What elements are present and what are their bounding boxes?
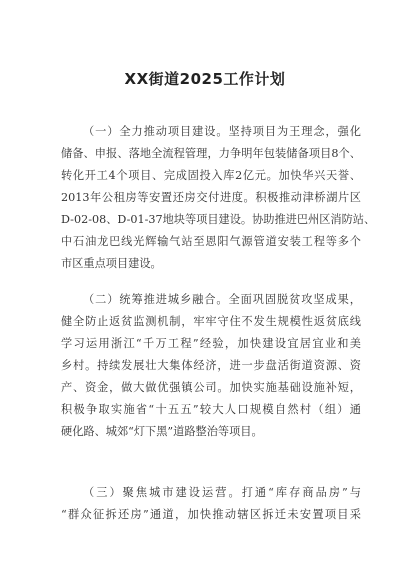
paragraph-line: 乡村。持续发展壮大集体经济，进一步盘活街道资源、资 bbox=[61, 359, 361, 372]
paragraph-line: “群众征拆还房”通道，加快推动辖区拆迁未安置项目采 bbox=[61, 508, 361, 521]
paragraph-line: （一）全力推动项目建设。坚持项目为王理念，强化 bbox=[83, 125, 361, 138]
paragraph-line: （三）聚焦城市建设运营。打通“库存商品房”与 bbox=[83, 486, 361, 499]
paragraph-line: 积极争取实施省“十五五”较大人口规模自然村（组）通 bbox=[61, 403, 361, 416]
document-title: XX街道2025工作计划 bbox=[124, 70, 286, 88]
paragraph-line: 中石油龙巴线光辉输气站至恩阳气源管道安装工程等多个 bbox=[61, 235, 361, 248]
paragraph-line: D-02-08、D-01-37地块等项目建设。协助推进巴州区消防站、 bbox=[61, 213, 376, 226]
paragraph-project-construction bbox=[61, 121, 376, 275]
paragraph-line: （二）统筹推进城乡融合。全面巩固脱贫攻坚成果， bbox=[83, 293, 361, 306]
paragraph-line: 转化开工4个项目、完成固投入库2亿元。加快华兴天誉、 bbox=[61, 169, 361, 182]
paragraph-line: 市区重点项目建设。 bbox=[61, 257, 162, 270]
paragraph-line: 硬化路、城郊“灯下黑”道路整治等项目。 bbox=[61, 425, 263, 438]
paragraph-urban-construction-operation bbox=[61, 482, 361, 526]
paragraph-urban-rural-integration bbox=[61, 289, 361, 443]
paragraph-line: 学习运用浙江“千万工程”经验，加快建设宜居宜业和美 bbox=[61, 337, 361, 350]
paragraph-line: 健全防止返贫监测机制，牢牢守住不发生规模性返贫底线 bbox=[61, 315, 361, 328]
paragraph-line: 产、资金，做大做优强镇公司。加快实施基础设施补短， bbox=[61, 381, 361, 394]
paragraph-line: 储备、申报、落地全流程管理，力争明年包装储备项目8个、 bbox=[61, 147, 361, 160]
paragraph-line: 2013年公租房等安置还房交付进度。积极推动津桥湖片区 bbox=[61, 191, 361, 204]
